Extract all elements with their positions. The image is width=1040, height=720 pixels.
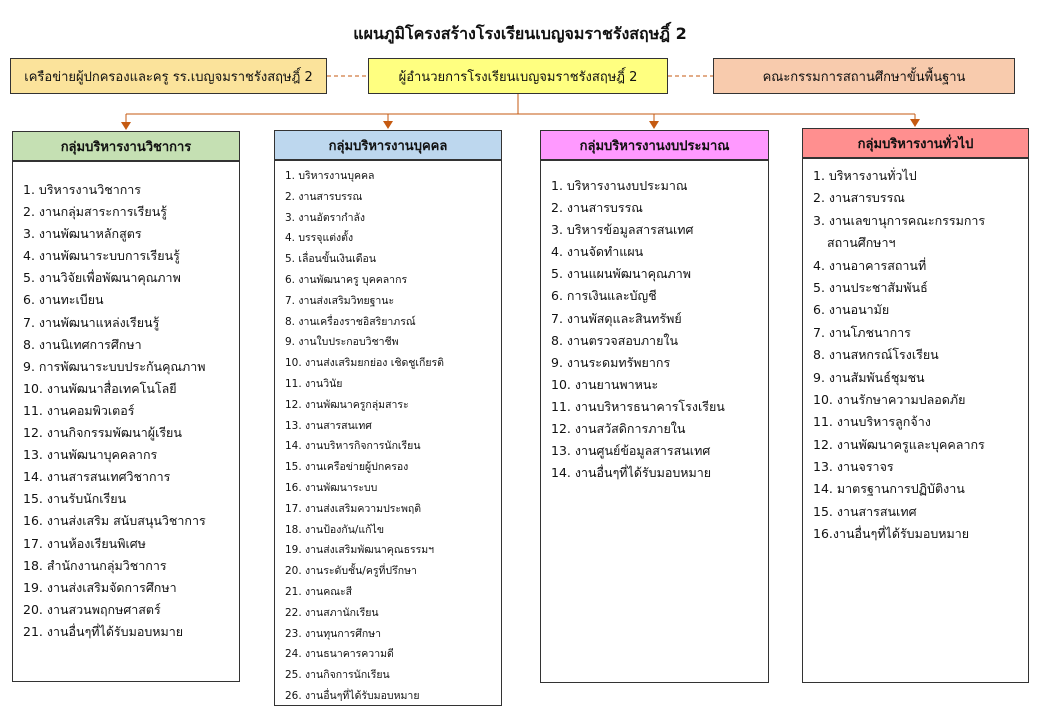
list-item: 14. งานสารสนเทศวิชาการ bbox=[23, 469, 171, 485]
list-item: 12. งานพัฒนาครูและบุคคลากร bbox=[813, 436, 985, 452]
list-item: 7. งานพัฒนาแหล่งเรียนรู้ bbox=[23, 314, 160, 330]
list-item: 4. งานพัฒนาระบบการเรียนรู้ bbox=[23, 248, 180, 264]
chart-title: แผนภูมิโครงสร้างโรงเรียนเบญจมราชรังสฤษฎิ์ 2 bbox=[353, 24, 687, 43]
list-item: 9. งานใบประกอบวิชาชีพ bbox=[285, 336, 399, 349]
general-group-list bbox=[802, 158, 1029, 683]
personnel-group-list bbox=[274, 160, 502, 706]
list-item: 8. งานตรวจสอบภายใน bbox=[551, 332, 679, 348]
list-item: 16. งานพัฒนาระบบ bbox=[285, 481, 378, 494]
director-label: ผู้อำนวยการโรงเรียนเบญจมราชรังสฤษฎิ์ 2 bbox=[398, 69, 638, 85]
list-item: 9. งานระดมทรัพยากร bbox=[551, 354, 671, 370]
budget-group-title: กลุ่มบริหารงานงบประมาณ bbox=[579, 138, 730, 154]
academic-group-header bbox=[12, 131, 240, 161]
list-item: 16. งานส่งเสริม สนับสนุนวิชาการ bbox=[23, 513, 206, 529]
list-item: 7. งานส่งเสริมวิทยฐานะ bbox=[285, 294, 395, 307]
list-item: 13. งานสารสนเทศ bbox=[285, 419, 372, 432]
arrow-budget bbox=[649, 121, 659, 129]
list-item: 2. งานสารบรรณ bbox=[285, 190, 363, 203]
personnel-group-header bbox=[274, 130, 502, 160]
list-item: 3. งานเลขานุการคณะกรรมการ bbox=[813, 212, 986, 228]
list-item: 3. งานพัฒนาหลักสูตร bbox=[23, 226, 142, 242]
list-item: 26. งานอื่นๆที่ได้รับมอบหมาย bbox=[285, 689, 420, 702]
arrow-personnel bbox=[383, 121, 393, 129]
list-item: 20. งานสวนพฤกษศาสตร์ bbox=[23, 601, 161, 617]
list-item: 11. งานคอมพิวเตอร์ bbox=[23, 402, 135, 418]
list-item: 6. งานอนามัย bbox=[813, 302, 890, 318]
list-item: 12. งานสวัสดิการภายใน bbox=[551, 421, 686, 437]
list-item: 12. งานพัฒนาครูกลุ่มสาระ bbox=[285, 398, 409, 411]
list-item: 13. งานศูนย์ข้อมูลสารสนเทศ bbox=[551, 443, 711, 459]
budget-group-header bbox=[540, 130, 769, 160]
list-item: 24. งานธนาคารความดี bbox=[285, 648, 394, 661]
list-item: 15. งานรับนักเรียน bbox=[23, 491, 127, 507]
list-item: 10. งานส่งเสริมยกย่อง เชิดชูเกียรติ bbox=[285, 357, 444, 370]
list-item: 6. การเงินและบัญชี bbox=[551, 288, 657, 304]
list-item: 11. งานบริหารลูกจ้าง bbox=[813, 414, 931, 430]
general-group-title: กลุ่มบริหารงานทั่วไป bbox=[857, 136, 974, 152]
list-item: 1. บริหารงานวิชาการ bbox=[23, 182, 142, 197]
list-item: 23. งานทุนการศึกษา bbox=[285, 627, 382, 640]
list-item: 10. งานยานพาหนะ bbox=[551, 376, 659, 392]
school-board-label: คณะกรรมการสถานศึกษาขั้นพื้นฐาน bbox=[762, 69, 966, 85]
list-item: 17. งานห้องเรียนพิเศษ bbox=[23, 535, 146, 551]
list-item: 18. สำนักงานกลุ่มวิชาการ bbox=[23, 557, 167, 573]
list-item: 1. บริหารงานบุคคล bbox=[285, 170, 375, 182]
general-group-header bbox=[802, 128, 1029, 158]
list-item: 21. งานอื่นๆที่ได้รับมอบหมาย bbox=[23, 623, 184, 639]
academic-group-title: กลุ่มบริหารงานวิชาการ bbox=[60, 139, 192, 155]
list-item: 4. งานจัดทำแผน bbox=[551, 244, 644, 260]
list-item: 25. งานกิจการนักเรียน bbox=[285, 669, 390, 682]
list-item: 10. งานพัฒนาสื่อเทคโนโลยี bbox=[23, 380, 177, 396]
list-item: 3. บริหารข้อมูลสารสนเทศ bbox=[551, 222, 694, 238]
list-item: 11. งานวินัย bbox=[285, 377, 343, 390]
list-item: 5. เลื่อนขั้นเงินเดือน bbox=[285, 253, 377, 266]
list-item: 13. งานจราจร bbox=[813, 459, 894, 475]
list-item: 7. งานโภชนาการ bbox=[813, 324, 911, 340]
list-item: 3. งานอัตรากำลัง bbox=[285, 211, 366, 224]
list-item: 21. งานคณะสี bbox=[285, 585, 353, 598]
list-item: 7. งานพัสดุและสินทรัพย์ bbox=[551, 310, 682, 326]
list-item: 10. งานรักษาความปลอดภัย bbox=[813, 391, 966, 407]
list-item: 6. งานทะเบียน bbox=[23, 292, 104, 308]
list-item: 9. งานสัมพันธ์ชุมชน bbox=[813, 369, 925, 385]
list-item: 8. งานเครื่องราชอิสริยาภรณ์ bbox=[285, 315, 416, 328]
list-item: สถานศึกษาฯ bbox=[827, 235, 896, 251]
personnel-group-title: กลุ่มบริหารงานบุคคล bbox=[328, 138, 448, 154]
list-item: 13. งานพัฒนาบุคคลากร bbox=[23, 447, 158, 463]
list-item: 15. งานสารสนเทศ bbox=[813, 503, 917, 519]
list-item: 14. มาตรฐานการปฏิบัติงาน bbox=[813, 481, 965, 497]
budget-group-list bbox=[540, 160, 769, 683]
list-item: 4. งานอาคารสถานที่ bbox=[813, 257, 927, 273]
list-item: 5. งานวิจัยเพื่อพัฒนาคุณภาพ bbox=[23, 270, 181, 286]
list-item: 9. การพัฒนาระบบประกันคุณภาพ bbox=[23, 358, 206, 374]
academic-group-list bbox=[12, 161, 240, 682]
list-item: 2. งานสารบรรณ bbox=[813, 190, 905, 206]
list-item: 17. งานส่งเสริมความประพฤติ bbox=[285, 502, 422, 515]
list-item: 5. งานประชาสัมพันธ์ bbox=[813, 279, 928, 295]
list-item: 8. งานนิเทศการศึกษา bbox=[23, 336, 142, 352]
list-item: 2. งานสารบรรณ bbox=[551, 200, 643, 216]
list-item: 19. งานส่งเสริมจัดการศึกษา bbox=[23, 579, 177, 595]
list-item: 6. งานพัฒนาครู บุคคลากร bbox=[285, 273, 408, 286]
arrow-general bbox=[910, 119, 920, 127]
list-item: 16.งานอื่นๆที่ได้รับมอบหมาย bbox=[813, 526, 970, 542]
arrow-academic bbox=[121, 122, 131, 130]
list-item: 1. บริหารงานงบประมาณ bbox=[551, 178, 688, 193]
list-item: 11. งานบริหารธนาคารโรงเรียน bbox=[551, 398, 725, 414]
list-item: 12. งานกิจกรรมพัฒนาผู้เรียน bbox=[23, 425, 182, 441]
parent-teacher-network-label: เครือข่ายผู้ปกครองและครู รร.เบญจมราชรังสฤษฎิ์ 2 bbox=[24, 69, 313, 85]
list-item: 1. บริหารงานทั่วไป bbox=[813, 168, 917, 183]
list-item: 18. งานป้องกัน/แก้ไข bbox=[285, 523, 384, 536]
list-item: 15. งานเครือข่ายผู้ปกครอง bbox=[285, 461, 409, 474]
list-item: 5. งานแผนพัฒนาคุณภาพ bbox=[551, 266, 692, 282]
list-item: 14. งานบริหารกิจการนักเรียน bbox=[285, 440, 421, 453]
list-item: 4. บรรจุแต่งตั้ง bbox=[285, 232, 354, 245]
list-item: 22. งานสภานักเรียน bbox=[285, 606, 379, 619]
list-item: 14. งานอื่นๆที่ได้รับมอบหมาย bbox=[551, 465, 712, 481]
list-item: 2. งานกลุ่มสาระการเรียนรู้ bbox=[23, 204, 167, 220]
list-item: 8. งานสหกรณ์โรงเรียน bbox=[813, 347, 939, 363]
list-item: 19. งานส่งเสริมพัฒนาคุณธรรมฯ bbox=[285, 544, 435, 557]
list-item: 20. งานระดับชั้น/ครูที่ปรึกษา bbox=[285, 565, 417, 578]
